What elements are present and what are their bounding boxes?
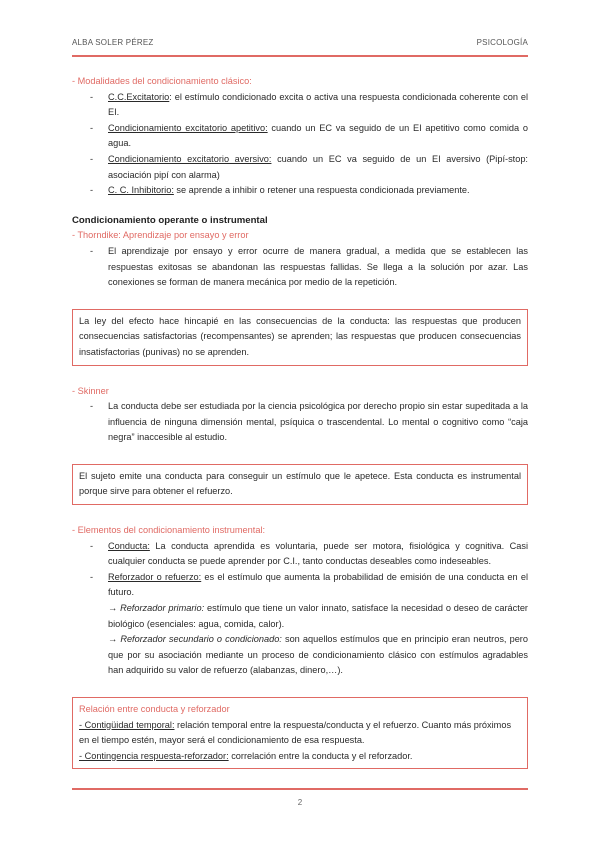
header-subject: PSICOLOGÍA: [476, 38, 528, 47]
list-item: [72, 244, 528, 291]
arrow-icon: →: [108, 634, 121, 645]
list-item: [72, 152, 528, 183]
page-content: [72, 74, 528, 769]
definition: es el estímulo que aumenta la probabilidad de emisión de una conducta en el futuro.: [108, 571, 528, 598]
term: Condicionamiento excitatorio apetitivo:: [108, 122, 268, 133]
arrow-icon: →: [108, 603, 121, 614]
definition: La conducta aprendida es voluntaria, puede ser motora, fisiológica y cognitiva. Casi cualquier conducta se puede aprender por C.I., tanto conductas deseables como indeseables.: [108, 540, 528, 567]
elements-title: - Elementos del condicionamiento instrumental:: [72, 525, 266, 536]
instrumental-text: El sujeto emite una conducta para conseguir un estímulo que le apetece. Esta conducta es instrumental porque sirve para obtener el refuerzo.: [79, 470, 521, 497]
term: C.C.Excitatorio: [108, 91, 170, 102]
law-of-effect-box: [72, 309, 528, 366]
page-number: 2: [297, 798, 303, 807]
skinner-list: [72, 399, 528, 446]
definition: se aprende a inhibir o retener una respuesta condicionada previamente.: [173, 185, 470, 196]
term: Conducta:: [108, 540, 150, 551]
definition: correlación entre la conducta y el reforzador.: [228, 750, 413, 761]
list-item: [72, 570, 528, 679]
operant-heading: Condicionamiento operante o instrumental: [72, 214, 268, 226]
term: Reforzador secundario o condicionado:: [120, 634, 282, 645]
list-item: [72, 183, 528, 199]
secondary-reinforcer: [108, 632, 528, 679]
elements-list: [72, 539, 528, 679]
definition: son aquellos estímulos que en principio eran neutros, pero que por su asociación mediante un proceso de condicionamiento clásico con estímulos agradables han adquirido su valor de refuerzo (alabanzas, dinero,…).: [108, 634, 528, 676]
term: Reforzador o refuerzo:: [108, 571, 202, 582]
term: Reforzador primario:: [120, 603, 205, 614]
definition: el estímulo condicionado excita o activa una respuesta condicionada coherente con el EI.: [108, 91, 528, 118]
footer-divider: [72, 788, 528, 790]
relation-box: [72, 697, 528, 769]
list-item: [72, 539, 528, 570]
classical-modalities-list: [72, 90, 528, 199]
term: - Contigüidad temporal:: [79, 719, 175, 730]
thorndike-list: [72, 244, 528, 291]
relation-title: Relación entre conducta y reforzador: [79, 704, 230, 714]
list-item: [72, 121, 528, 152]
skinner-title: - Skinner: [72, 385, 109, 396]
instrumental-box: [72, 464, 528, 505]
header-divider: [72, 55, 528, 57]
list-item: - C.C.Excitatorio: el estímulo condicionado excita o activa una respuesta condicionada coherente con el EI.: [72, 90, 528, 121]
definition: estímulo que tiene un valor innato, satisface la necesidad o deseo de carácter biológico (esenciales: agua, comida, calor).: [108, 603, 528, 629]
skinner-text: La conducta debe ser estudiada por la ciencia psicológica por derecho propio sin estar supeditada a la influencia de ninguna dimensión mental, psíquica o trascendental. Lo mental o cognitivo como “caja negra” inaccesible al estudio.: [108, 401, 528, 443]
thorndike-title: - Thorndike: Aprendizaje por ensayo y error: [72, 230, 249, 241]
term: - Contingencia respuesta-reforzador:: [79, 750, 229, 761]
header-author: ALBA SOLER PÉREZ: [72, 38, 154, 47]
term: Condicionamiento excitatorio aversivo:: [108, 153, 272, 164]
term: C. C. Inhibitorio:: [108, 185, 174, 196]
list-item: [72, 399, 528, 446]
law-of-effect-text: La ley del efecto hace hincapié en las consecuencias de la conducta: las respuestas que producen consecuencias satisfactorias (recompensantes) se aprenden; las respuestas que producen consecuencias insatisfactorias (punivas) no se aprenden.: [79, 315, 521, 357]
contiguity-item: [79, 718, 521, 749]
contingency-item: [79, 749, 521, 765]
thorndike-text: El aprendizaje por ensayo y error ocurre de manera gradual, a medida que se establecen las respuestas exitosas se abandonan las respuestas fallidas. Se llega a la solución por azar. Las conexiones se forman de manera mecánica por medio de la repetición.: [108, 245, 528, 288]
definition: cuando un EC va seguido de un EI aversivo (Pipí-stop: asociación pipí con alarma): [108, 153, 528, 180]
definition: relación temporal entre la respuesta/conducta y el refuerzo. Cuanto más próximos en el tiempo estén, mayor será el condicionamiento de esa respuesta.: [79, 719, 512, 746]
primary-reinforcer: [108, 601, 528, 632]
definition: cuando un EC va seguido de un EI apetitivo como comida o agua.: [108, 122, 528, 149]
classical-modalities-title: - Modalidades del condicionamiento clásico:: [72, 76, 252, 86]
